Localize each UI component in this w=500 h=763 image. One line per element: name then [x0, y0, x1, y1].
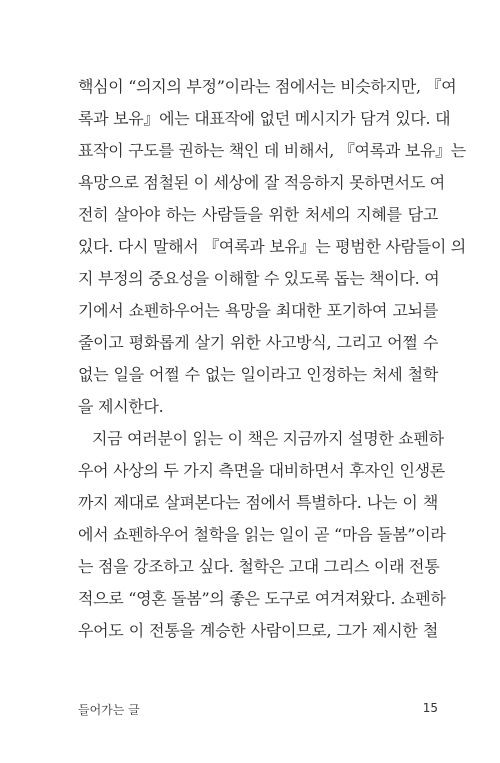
- text-line: 우어도 이 전통을 계승한 사람이므로, 그가 제시한 철: [78, 621, 438, 640]
- paragraph-1: [78, 71, 466, 423]
- body-text: [78, 71, 466, 647]
- text-line: 적으로 “영혼 돌봄”의 좋은 도구로 여겨져왔다. 쇼펜하: [78, 589, 446, 608]
- text-line: 표작이 구도를 권하는 책인 데 비해서, 『여록과 보유』는: [78, 141, 466, 160]
- text-line: 는 점을 강조하고 싶다. 철학은 고대 그리스 이래 전통: [78, 557, 440, 576]
- text-line: 우어 사상의 두 가지 측면을 대비하면서 후자인 인생론: [78, 461, 445, 480]
- text-line: 지금 여러분이 읽는 이 책은 지금까지 설명한 쇼펜하: [92, 429, 444, 448]
- text-line: 록과 보유』에는 대표작에 없던 메시지가 담겨 있다. 대: [78, 109, 451, 128]
- text-line: 을 제시한다.: [78, 397, 164, 416]
- page-footer: [78, 701, 438, 718]
- text-line: 까지 제대로 살펴본다는 점에서 특별하다. 나는 이 책: [78, 493, 438, 512]
- text-line: 줄이고 평화롭게 살기 위한 사고방식, 그리고 어쩔 수: [78, 333, 438, 352]
- text-line: 없는 일을 어쩔 수 없는 일이라고 인정하는 처세 철학: [78, 365, 438, 384]
- text-line: 있다. 다시 말해서 『여록과 보유』는 평범한 사람들이 의: [78, 237, 466, 256]
- text-line: 전히 살아야 하는 사람들을 위한 처세의 지혜를 담고: [78, 205, 438, 224]
- paragraph-2: [78, 423, 446, 647]
- page-number: 15: [422, 701, 438, 715]
- text-line: 지 부정의 중요성을 이해할 수 있도록 돕는 책이다. 여: [78, 269, 440, 288]
- text-line: 에서 쇼펜하우어 철학을 읽는 일이 곧 “마음 돌봄”이라: [78, 525, 446, 544]
- text-line: 욕망으로 점철된 이 세상에 잘 적응하지 못하면서도 여: [78, 173, 445, 192]
- text-line: 기에서 쇼펜하우어는 욕망을 최대한 포기하여 고뇌를: [78, 301, 438, 320]
- text-line: 핵심이 “의지의 부정”이라는 점에서는 비슷하지만, 『여: [78, 77, 457, 96]
- running-section-title: 들어가는 글: [78, 703, 140, 717]
